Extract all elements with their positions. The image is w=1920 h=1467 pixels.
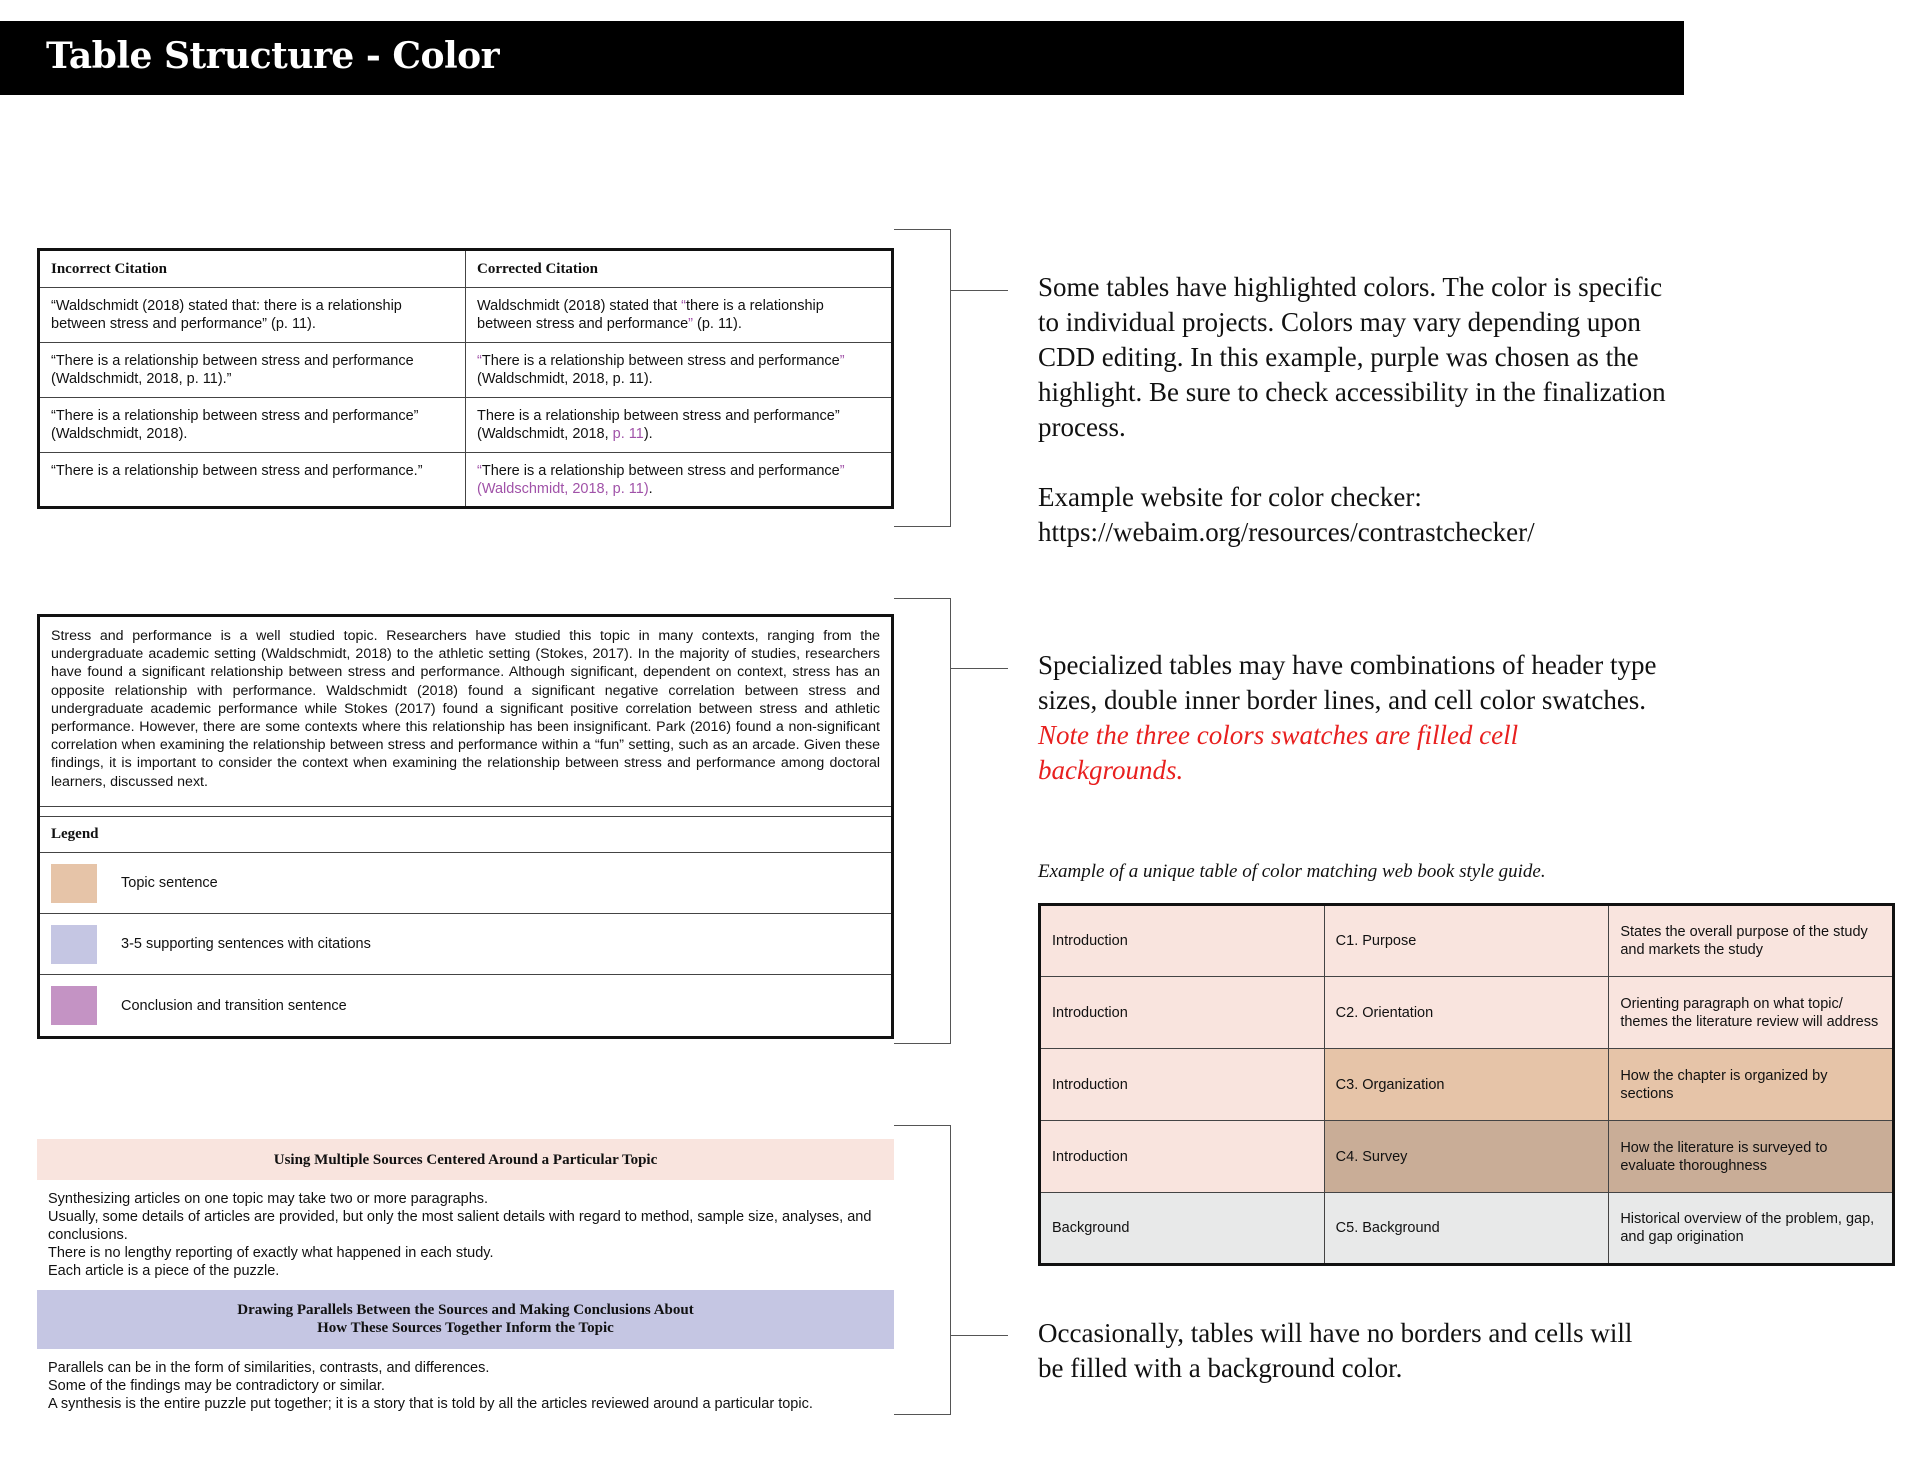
text: there is a relationship between stress and performance: [477, 298, 824, 332]
text: (p. 11).: [693, 316, 742, 332]
bracket-connector: [950, 290, 1008, 291]
table-row: [39, 398, 893, 453]
corrected-cell: [466, 453, 893, 508]
citation-table: [37, 248, 894, 509]
cell: C3. Organization: [1324, 1049, 1609, 1121]
body-line: Synthesizing articles on one topic may take two or more paragraphs.: [48, 1191, 489, 1207]
bracket-connector: [894, 1125, 951, 1415]
table-row: [1040, 977, 1894, 1049]
page-title: Table Structure - Color: [46, 35, 500, 77]
table-header-row: [39, 250, 893, 288]
incorrect-cell: “Waldschmidt (2018) stated that: there is a relationship between stress and performance” (p. 11).: [39, 288, 466, 343]
highlight-quote: “: [477, 353, 482, 369]
column-header: Corrected Citation: [466, 250, 893, 288]
cell: How the literature is surveyed to evaluate thoroughness: [1609, 1121, 1894, 1193]
column-header: Incorrect Citation: [39, 250, 466, 288]
description-text: [1038, 648, 1658, 788]
cell: How the chapter is organized by sections: [1609, 1049, 1894, 1121]
incorrect-cell: “There is a relationship between stress and performance (Waldschmidt, 2018, p. 11).”: [39, 343, 466, 398]
description-text: Example website for color checker:: [1038, 482, 1422, 512]
description-text: Occasionally, tables will have no borders and cells will be filled with a background color.: [1038, 1318, 1633, 1383]
text: Waldschmidt (2018) stated that: [477, 298, 682, 314]
highlight-citation: (Waldschmidt, 2018, p. 11): [477, 481, 649, 497]
cell: Orienting paragraph on what topic/ themes the literature review will address: [1609, 977, 1894, 1049]
cell: Introduction: [1040, 977, 1325, 1049]
color-swatch-peach: [51, 864, 97, 903]
corrected-cell: [466, 343, 893, 398]
section-body: [37, 1180, 894, 1290]
legend-item: [40, 975, 891, 1036]
table-row: [39, 343, 893, 398]
table-row: [1040, 1049, 1894, 1121]
highlight-quote: “: [681, 298, 687, 314]
bracket-connector: [894, 229, 951, 527]
body-line: There is no lengthy reporting of exactly what happened in each study.: [48, 1245, 494, 1261]
table-row: [1040, 1193, 1894, 1265]
cell: Introduction: [1040, 1049, 1325, 1121]
header-line: Drawing Parallels Between the Sources and Making Conclusions About: [237, 1302, 694, 1318]
bracket-connector: [950, 668, 1008, 669]
cell: C1. Purpose: [1324, 905, 1609, 977]
corrected-cell: [466, 288, 893, 343]
body-line: Usually, some details of articles are provided, but only the most salient details with regard to method, sample size, analyses, and conclusions.: [48, 1209, 872, 1243]
body-line: Each article is a piece of the puzzle.: [48, 1263, 280, 1279]
bracket-connector: [894, 598, 951, 1044]
bracket-connector: [950, 1335, 1008, 1336]
section-header: [37, 1290, 894, 1349]
synthesis-table: [37, 1139, 894, 1423]
double-border: [40, 807, 891, 817]
table-row: [39, 288, 893, 343]
text: There is a relationship between stress and performance: [481, 463, 840, 479]
checker-link[interactable]: https://webaim.org/resources/contrastchecker/: [1038, 517, 1535, 547]
description-text: Some tables have highlighted colors. The color is specific to individual projects. Colors may vary depending upon CDD editing. In this example, purple was chosen as the highlight. Be sure to check accessibility in the finalization process.: [1038, 272, 1666, 442]
body-line: Parallels can be in the form of similarities, contrasts, and differences.: [48, 1360, 490, 1376]
text: ).: [643, 426, 653, 442]
cell: States the overall purpose of the study and markets the study: [1609, 905, 1894, 977]
highlight-quote: “: [477, 463, 482, 479]
incorrect-cell: “There is a relationship between stress and performance.”: [39, 453, 466, 508]
section-header: Using Multiple Sources Centered Around a Particular Topic: [37, 1139, 894, 1180]
legend-title: Legend: [40, 817, 891, 853]
paragraph-legend-table: [37, 614, 894, 1039]
color-swatch-lavender: [51, 925, 97, 964]
title-bar: [0, 21, 1684, 95]
highlight-page: p. 11: [612, 426, 644, 442]
text: (Waldschmidt, 2018, p. 11).: [477, 371, 653, 387]
body-line: A synthesis is the entire puzzle put together; it is a story that is told by all the articles reviewed around a particular topic.: [48, 1396, 813, 1412]
cell: Background: [1040, 1193, 1325, 1265]
cell: C5. Background: [1324, 1193, 1609, 1265]
table-row: [1040, 905, 1894, 977]
color-swatch-purple: [51, 986, 97, 1025]
text: There is a relationship between stress and performance: [481, 353, 840, 369]
table-row: [39, 453, 893, 508]
header-line: How These Sources Together Inform the Topic: [317, 1320, 614, 1336]
text: .: [648, 481, 653, 497]
body-line: Some of the findings may be contradictory or similar.: [48, 1378, 385, 1394]
cell: Introduction: [1040, 905, 1325, 977]
highlight-quote: ”: [839, 353, 845, 369]
text: There is a relationship between stress and performance” (Waldschmidt, 2018,: [477, 408, 840, 442]
legend-label: Conclusion and transition sentence: [121, 997, 347, 1014]
legend-item: [40, 914, 891, 975]
table-caption: Example of a unique table of color matching web book style guide.: [1038, 861, 1546, 882]
cell: Historical overview of the problem, gap, and gap origination: [1609, 1193, 1894, 1265]
cell: C2. Orientation: [1324, 977, 1609, 1049]
legend-label: 3-5 supporting sentences with citations: [121, 936, 371, 952]
legend-item: [40, 853, 891, 914]
text: Specialized tables may have combinations of header type sizes, double inner border lines, and cell color swatches.: [1038, 650, 1657, 715]
cell: C4. Survey: [1324, 1121, 1609, 1193]
section-body: [37, 1349, 894, 1423]
sample-paragraph: Stress and performance is a well studied topic. Researchers have studied this topic in many contexts, ranging from the undergraduate academic setting (Waldschmidt, 2018) to the athletic setting (Stokes, 2017). In the majority of studies, researchers have found a significant relationship between stress and performance. Although significant, dependent on context, stress has an opposite relationship with performance. Waldschmidt (2018) found a significant negative correlation between stress and undergraduate academic performance while Stokes (2017) found a significant positive correlation between stress and athletic performance. However, there are some contexts where this relationship has been insignificant. Park (2016) found a non-significant correlation when examining the relationship between stress and performance within a “fun” setting, such as an arcade. Given these findings, it is important to consider the context when examining the relationship between stress and performance among doctoral learners, discussed next.: [40, 617, 891, 807]
note-text: Note the three colors swatches are filled cell backgrounds.: [1038, 720, 1519, 785]
style-guide-table: [1038, 903, 1895, 1266]
incorrect-cell: “There is a relationship between stress and performance” (Waldschmidt, 2018).: [39, 398, 466, 453]
cell: Introduction: [1040, 1121, 1325, 1193]
table-row: [1040, 1121, 1894, 1193]
highlight-quote: ”: [688, 316, 694, 332]
highlight-quote: ”: [839, 463, 845, 479]
legend-label: Topic sentence: [121, 875, 218, 891]
corrected-cell: [466, 398, 893, 453]
